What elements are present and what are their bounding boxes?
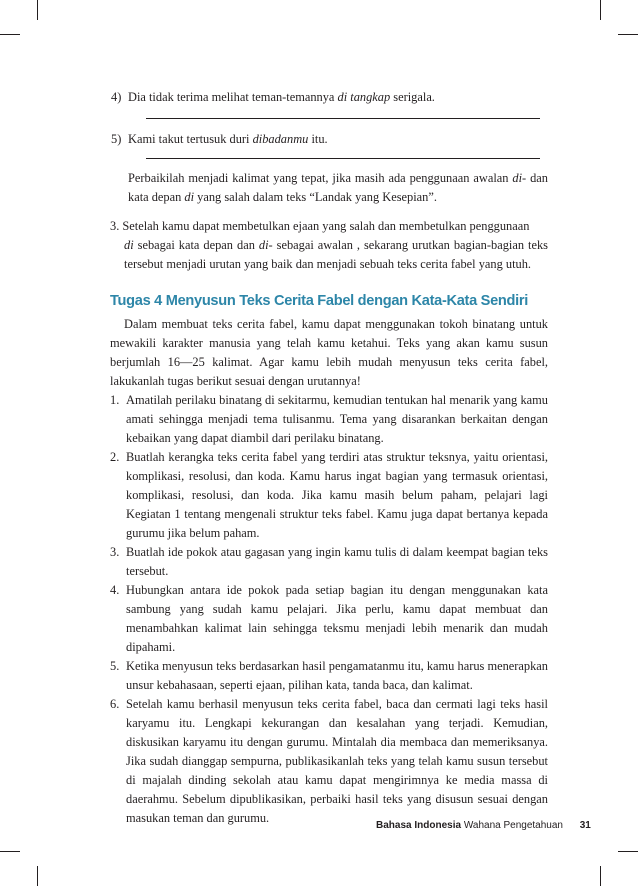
list-item — [110, 448, 548, 543]
note-text: Perbaikilah menjadi kalimat yang tepat, jika masih ada penggunaan awalan — [128, 171, 513, 185]
step-3-text: sebagai awalan , sekarang urutkan bagian-bagian teks tersebut menjadi urutan yang baik dan menjadi sebuah teks cerita fabel yang utuh. — [124, 238, 548, 271]
exercise-item — [111, 130, 546, 149]
note-italic: di- — [512, 171, 527, 185]
footer-subtitle: Wahana Pengetahuan — [463, 820, 563, 831]
step-3-lead: 3. Setelah kamu dapat membetulkan ejaan yang salah dan membetulkan penggunaan — [110, 219, 530, 233]
intro-paragraph: Dalam membuat teks cerita fabel, kamu dapat menggunakan tokoh binatang untuk mewakili karakter manusia yang telah kamu ketahui. Teks yang akan kamu susun berjumlah 16—25 kalimat. Agar kamu lebih mudah menyusun teks cerita fabel, lakukanlah tugas berikut sesuai dengan urutannya! — [110, 317, 548, 388]
step-number: 4. — [110, 583, 120, 597]
page-number: 31 — [579, 820, 591, 831]
sentence-italic: dibadanmu — [252, 132, 309, 146]
note-text: dan kata depan — [128, 171, 548, 204]
note-text: yang salah dalam teks “Landak yang Kesepian”. — [194, 190, 437, 204]
step-text: Buatlah kerangka teks cerita fabel yang terdiri atas struktur teksnya, yaitu orientasi, komplikasi, resolusi, dan koda. Kamu harus ingat bagian yang termasuk orientasi, komplikasi, resolusi, dan koda. Jika kamu masih belum paham, pelajari lagi Kegiatan 1 tentang mengenali struktur teks fabel. Kamu juga dapat bertanya kepada gurumu jika belum paham. — [126, 450, 548, 540]
crop-mark-top-right-h — [618, 34, 638, 35]
step-number: 6. — [110, 697, 120, 711]
crop-mark-top-left-v — [37, 0, 38, 20]
step-text: Ketika menyusun teks berdasarkan hasil pengamatanmu itu, kamu harus menerapkan unsur kebahasaan, seperti ejaan, pilihan kata, tanda baca, dan kalimat. — [126, 659, 548, 692]
step-text: Hubungkan antara ide pokok pada setiap bagian itu dengan menggunakan kata sambung yang sudah kamu pelajari. Jika perlu, kamu dapat membuat dan menambahkan kalimat lain sehingga teksmu menjadi lebih menarik dan mudah dipahami. — [126, 583, 548, 654]
step-3-text: sebagai kata depan dan — [133, 238, 259, 252]
step-text: Setelah kamu berhasil menyusun teks cerita fabel, baca dan cermati lagi teks hasil karyamu itu. Lengkapi kekurangan dan kesalahan yang terjadi. Kemudian, diskusikan karyamu itu dengan gurumu. Mintalah dia membaca dan memeriksanya. Jika sudah dianggap sempurna, publikasikanlah teks yang telah kamu susun tersebut di majalah dinding sekolah atau kamu dapat mengirimnya ke media massa di daerahmu. Sebelum dipublikasikan, perbaiki hasil teks yang disusun sesuai dengan masukan teman dan gurumu. — [126, 697, 548, 825]
list-item — [110, 695, 548, 828]
task-steps-list — [110, 391, 548, 828]
crop-mark-top-right-v — [600, 0, 601, 20]
sentence-text: Dia tidak terima melihat teman-temannya — [128, 90, 338, 104]
step-3-italic: di- — [258, 238, 273, 252]
step-number: 1. — [110, 393, 120, 407]
list-item — [110, 657, 548, 695]
step-number: 5. — [110, 659, 120, 673]
exercise-item-number: 5) — [111, 132, 122, 146]
sentence-text: serigala. — [390, 90, 435, 104]
answer-line[interactable] — [146, 118, 540, 119]
exercise-item — [111, 88, 546, 107]
answer-line[interactable] — [146, 158, 540, 159]
correction-note — [128, 169, 548, 207]
list-item — [110, 543, 548, 581]
crop-mark-top-left-h — [0, 34, 20, 35]
step-3-body — [124, 236, 548, 274]
sentence-italic: di tangkap — [337, 90, 391, 104]
page-footer — [376, 820, 591, 831]
step-number: 2. — [110, 450, 120, 464]
list-item — [110, 581, 548, 657]
list-item — [110, 391, 548, 448]
crop-mark-bottom-right-h — [618, 851, 638, 852]
sentence-text: Kami takut tertusuk duri — [128, 132, 253, 146]
note-italic: di — [184, 190, 195, 204]
step-number: 3. — [110, 545, 120, 559]
step-text: Amatilah perilaku binatang di sekitarmu, kemudian tentukan hal menarik yang kamu amati sehingga menjadi tema tulisanmu. Tema yang disarankan berkaitan dengan kebaikan yang dapat diambil dari perilaku binatang. — [126, 393, 548, 445]
step-text: Buatlah ide pokok atau gagasan yang ingin kamu tulis di dalam keempat bagian teks tersebut. — [126, 545, 548, 578]
task-heading: Tugas 4 Menyusun Teks Cerita Fabel dengan Kata-Kata Sendiri — [110, 293, 529, 309]
footer-book-title: Bahasa Indonesia — [376, 820, 462, 831]
step-3-italic: di — [124, 238, 134, 252]
crop-mark-bottom-left-h — [0, 851, 20, 852]
exercise-item-number: 4) — [111, 90, 122, 104]
sentence-text: itu. — [308, 132, 328, 146]
crop-mark-bottom-right-v — [600, 866, 601, 886]
crop-mark-bottom-left-v — [37, 866, 38, 886]
